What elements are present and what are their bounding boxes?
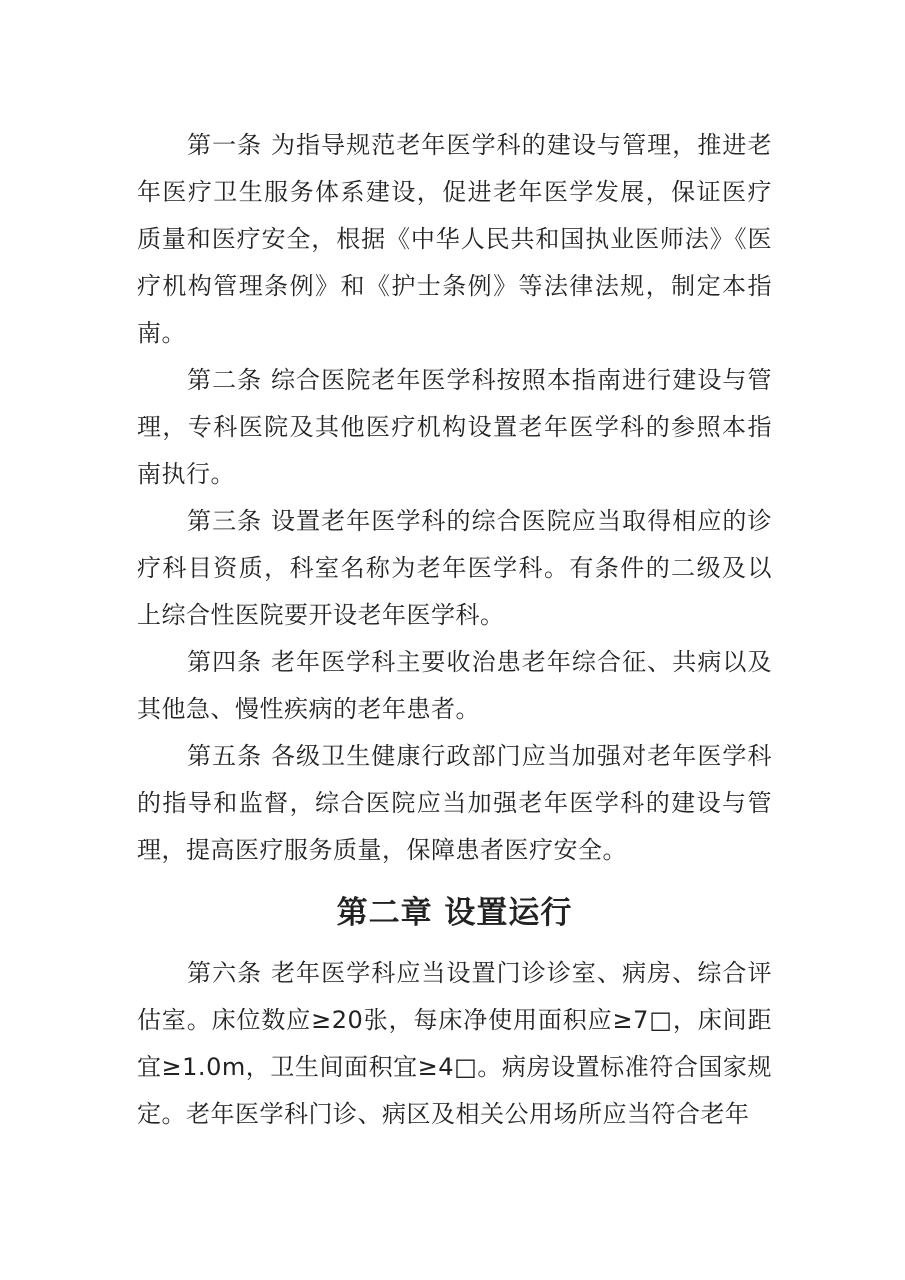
article-4: 第四条 老年医学科主要收治患老年综合征、共病以及其他急、慢性疾病的老年患者。	[137, 648, 772, 723]
article-5: 第五条 各级卫生健康行政部门应当加强对老年医学科的指导和监督，综合医院应当加强老年医学科的建设与管理，提高医疗服务质量，保障患者医疗安全。	[137, 742, 772, 864]
chapter-title: 第二章 设置运行	[336, 895, 573, 931]
article-6: 第六条 老年医学科应当设置门诊诊室、病房、综合评估室。床位数应≥20张，每床净使用面积应≥7□，床间距宜≥1.0m，卫生间面积宜≥4□。病房设置标准符合国家规定。老年医学科门诊、病区及相关公用场所应当符合老年	[137, 959, 772, 1128]
article-2: 第二条 综合医院老年医学科按照本指南进行建设与管理，专科医院及其他医疗机构设置老年医学科的参照本指南执行。	[137, 366, 772, 488]
article-1: 第一条 为指导规范老年医学科的建设与管理，推进老年医疗卫生服务体系建设，促进老年医学发展，保证医疗质量和医疗安全，根据《中华人民共和国执业医师法》《医疗机构管理条例》和《护士条例》等法律法规，制定本指南。	[137, 131, 772, 347]
article-3: 第三条 设置老年医学科的综合医院应当取得相应的诊疗科目资质，科室名称为老年医学科。有条件的二级及以上综合性医院要开设老年医学科。	[137, 507, 772, 629]
document-body	[137, 122, 772, 1138]
